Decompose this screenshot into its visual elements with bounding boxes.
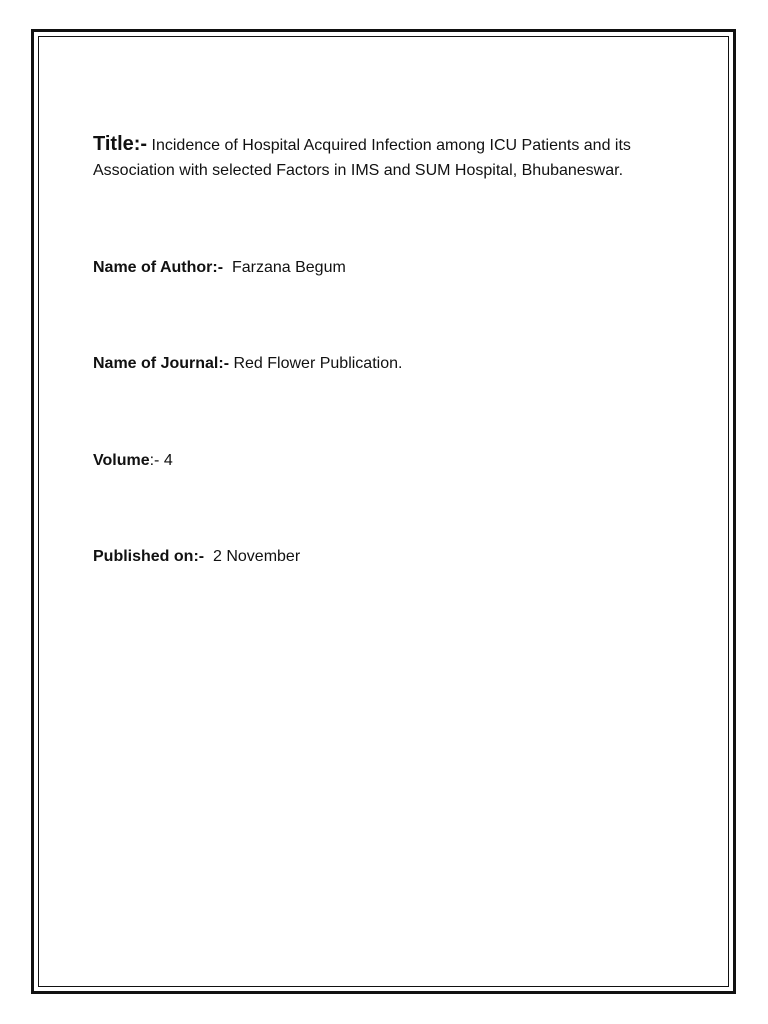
volume-value: 4: [163, 452, 173, 469]
published-value: 2 November: [213, 548, 301, 565]
journal-field: [93, 353, 402, 375]
published-field: [93, 546, 300, 568]
volume-separator: :-: [149, 452, 164, 469]
published-label: Published on:-: [93, 548, 205, 565]
journal-label: Name of Journal:-: [93, 355, 230, 372]
title-label: Title:-: [93, 133, 148, 155]
author-label: Name of Author:-: [93, 259, 224, 276]
title-value: Incidence of Hospital Acquired Infection among ICU Patients and its Association with selected Factors in IMS and SUM Hospital, Bhubaneswar.: [93, 137, 631, 179]
volume-field: [93, 450, 173, 472]
journal-value: Red Flower Publication.: [233, 355, 403, 372]
volume-label: Volume: [93, 452, 150, 469]
author-field: [93, 257, 346, 279]
author-value: Farzana Begum: [231, 259, 346, 276]
title-section: [93, 132, 693, 183]
